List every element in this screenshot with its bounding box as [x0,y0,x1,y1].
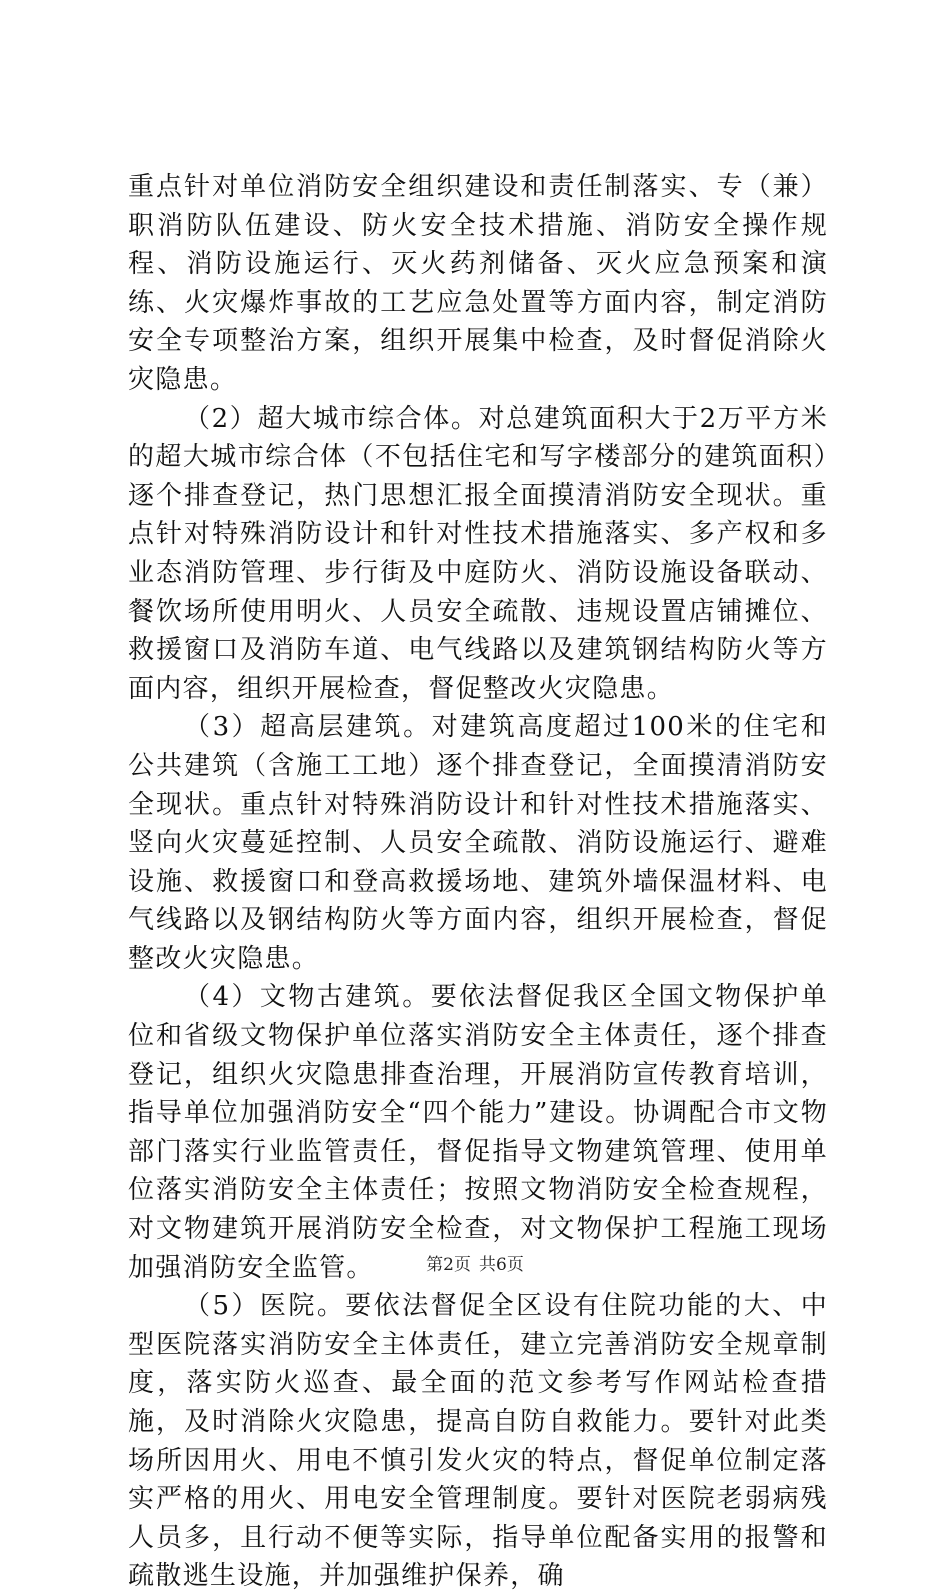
page-total: 共6页 [479,1255,524,1275]
page-footer [0,1250,950,1275]
paragraph-hospitals: （5）医院。要依法督促全区设有住院功能的大、中型医院落实消防安全主体责任，建立完善消防安全规章制度，落实防火巡查、最全面的范文参考写作网站检查措施，及时消除火灾隐患，提高自防自救能力。要针对此类场所因用火、用电不慎引发火灾的特点，督促单位制定落实严格的用火、用电安全管理制度。要针对医院老弱病残人员多，且行动不便等实际，指导单位配备实用的报警和疏散逃生设施，并加强维护保养，确 [128,1291,828,1592]
paragraph-heritage-buildings: （4）文物古建筑。要依法督促我区全国文物保护单位和省级文物保护单位落实消防安全主体责任，逐个排查登记，组织火灾隐患排查治理，开展消防宣传教育培训，指导单位加强消防安全“四个能力”建设。协调配合市文物部门落实行业监管责任，督促指导文物建筑管理、使用单位落实消防安全主体责任；按照文物消防安全检查规程，对文物建筑开展消防安全检查，对文物保护工程施工现场加强消防安全监管。 [128,982,828,1283]
paragraph-continuation: 重点针对单位消防安全组织建设和责任制落实、专（兼）职消防队伍建设、防火安全技术措施、消防安全操作规程、消防设施运行、灭火药剂储备、灭火应急预案和演练、火灾爆炸事故的工艺应急处置等方面内容，制定消防安全专项整治方案，组织开展集中检查，及时督促消除火灾隐患。 [128,172,828,395]
paragraph-urban-complex: （2）超大城市综合体。对总建筑面积大于2万平方米的超大城市综合体（不包括住宅和写字楼部分的建筑面积）逐个排查登记，热门思想汇报全面摸清消防安全现状。重点针对特殊消防设计和针对性技术措施落实、多产权和多业态消防管理、步行街及中庭防火、消防设施设备联动、餐饮场所使用明火、人员安全疏散、违规设置店铺摊位、救援窗口及消防车道、电气线路以及建筑钢结构防火等方面内容，组织开展检查，督促整改火灾隐患。 [128,403,828,704]
document-body [128,168,828,1596]
paragraph-high-rise: （3）超高层建筑。对建筑高度超过100米的住宅和公共建筑（含施工工地）逐个排查登记，全面摸清消防安全现状。重点针对特殊消防设计和针对性技术措施落实、竖向火灾蔓延控制、人员安全疏散、消防设施运行、避难设施、救援窗口和登高救援场地、建筑外墙保温材料、电气线路以及钢结构防火等方面内容，组织开展检查，督促整改火灾隐患。 [128,712,828,974]
page-number: 第2页 [426,1255,471,1275]
